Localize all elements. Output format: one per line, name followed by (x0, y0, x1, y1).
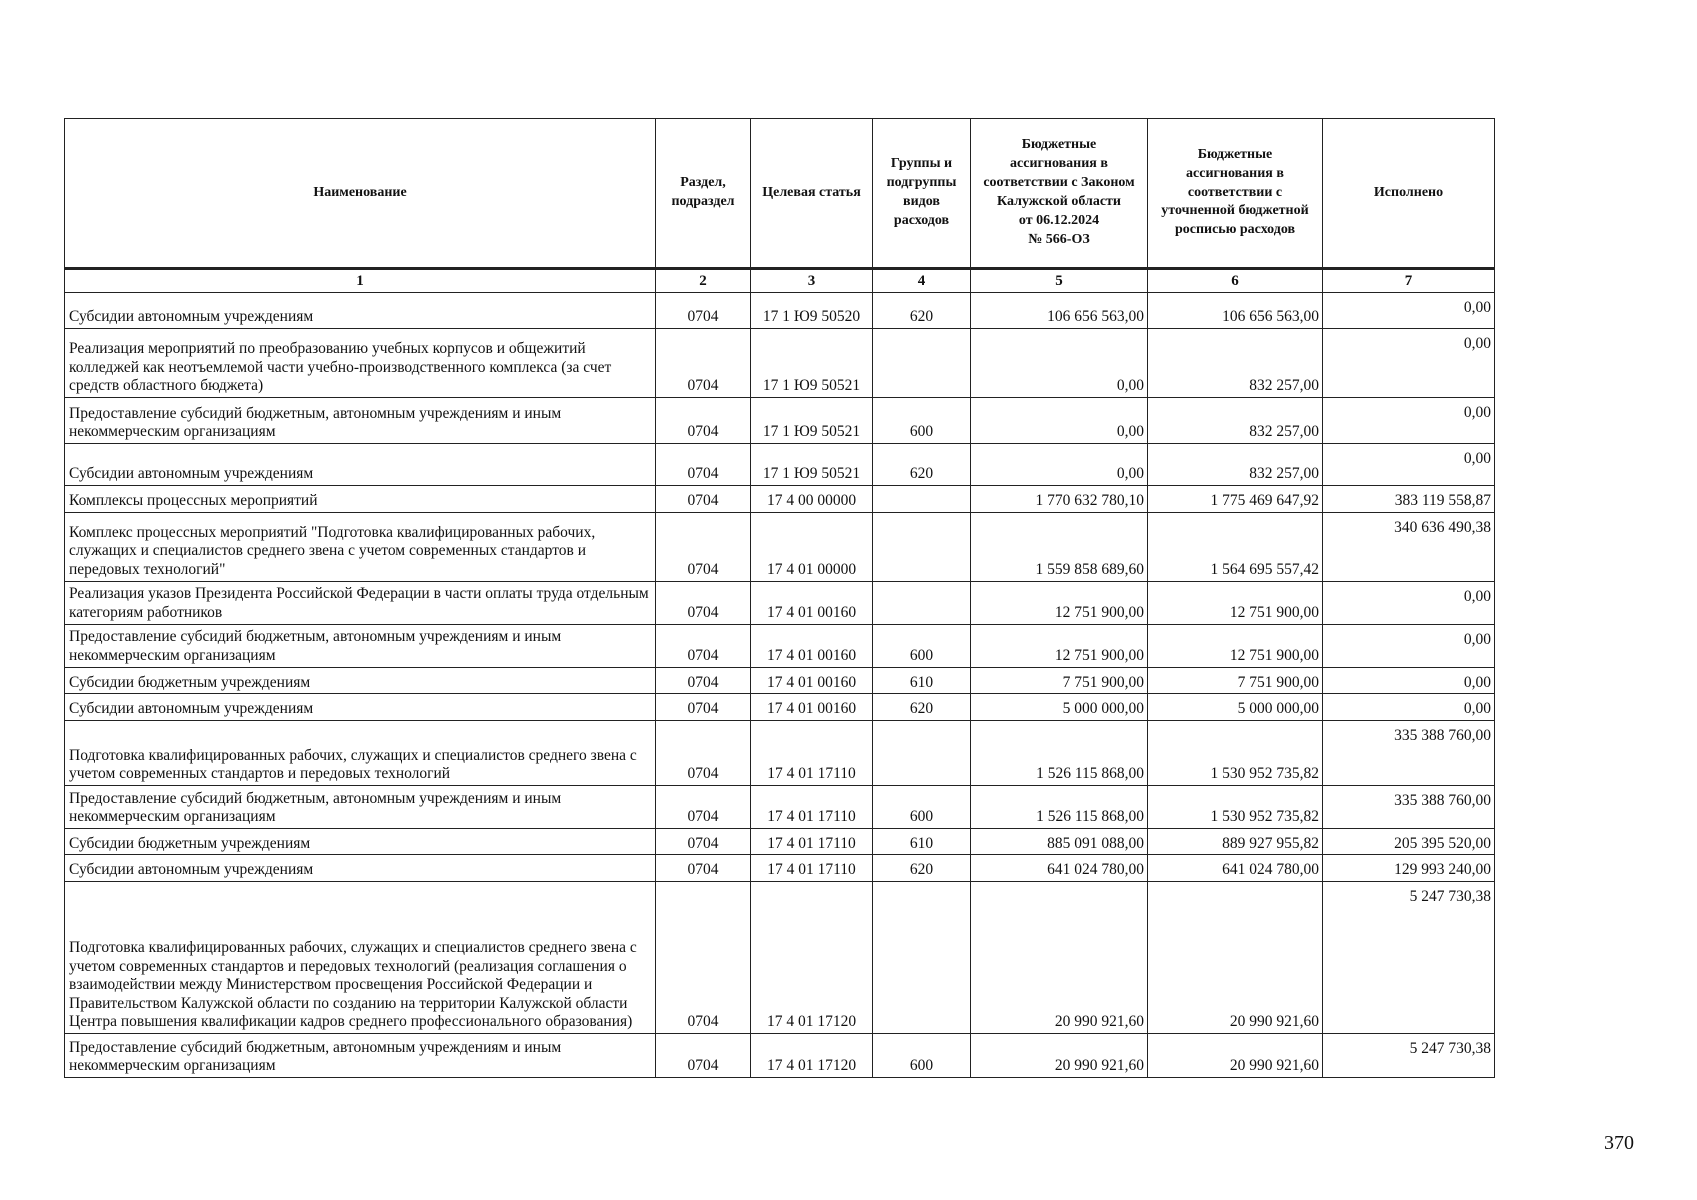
row-group (873, 512, 971, 581)
row-refined-amount: 106 656 563,00 (1148, 293, 1323, 329)
row-target: 17 4 01 00160 (751, 694, 873, 721)
row-section: 0704 (656, 667, 751, 694)
column-number: 4 (873, 269, 971, 293)
column-number: 6 (1148, 269, 1323, 293)
column-number: 1 (65, 269, 656, 293)
row-refined-amount: 1 564 695 557,42 (1148, 512, 1323, 581)
row-executed-amount: 5 247 730,38 (1323, 881, 1495, 1033)
row-law-amount: 106 656 563,00 (971, 293, 1148, 329)
column-number: 2 (656, 269, 751, 293)
row-section: 0704 (656, 293, 751, 329)
row-target: 17 1 Ю9 50520 (751, 293, 873, 329)
header-target: Целевая статья (751, 119, 873, 269)
row-name: Субсидии автономным учреждениям (65, 694, 656, 721)
table-row (65, 881, 1495, 1033)
row-target: 17 4 00 00000 (751, 486, 873, 513)
row-executed-amount: 0,00 (1323, 694, 1495, 721)
table-row (65, 855, 1495, 882)
row-refined-amount: 889 927 955,82 (1148, 828, 1323, 855)
row-refined-amount: 1 775 469 647,92 (1148, 486, 1323, 513)
row-section: 0704 (656, 855, 751, 882)
row-group: 620 (873, 293, 971, 329)
table-row (65, 720, 1495, 785)
row-group: 620 (873, 855, 971, 882)
row-section: 0704 (656, 828, 751, 855)
column-number: 7 (1323, 269, 1495, 293)
row-executed-amount: 0,00 (1323, 329, 1495, 398)
row-executed-amount: 205 395 520,00 (1323, 828, 1495, 855)
row-group (873, 720, 971, 785)
row-section: 0704 (656, 881, 751, 1033)
header-law: Бюджетные ассигнования в соответствии с Законом Калужской области от 06.12.2024 № 566-ОЗ (971, 119, 1148, 269)
table-body (65, 293, 1495, 1078)
row-name: Субсидии автономным учреждениям (65, 293, 656, 329)
row-target: 17 4 01 17110 (751, 855, 873, 882)
row-group: 600 (873, 785, 971, 828)
table-row (65, 1033, 1495, 1077)
row-name: Предоставление субсидий бюджетным, автономным учреждениям и иным некоммерческим организациям (65, 1033, 656, 1077)
row-law-amount: 7 751 900,00 (971, 667, 1148, 694)
row-refined-amount: 1 530 952 735,82 (1148, 785, 1323, 828)
row-section: 0704 (656, 512, 751, 581)
row-executed-amount: 129 993 240,00 (1323, 855, 1495, 882)
row-name: Комплексы процессных мероприятий (65, 486, 656, 513)
table-row (65, 329, 1495, 398)
table-row (65, 444, 1495, 486)
row-executed-amount: 0,00 (1323, 293, 1495, 329)
row-group (873, 329, 971, 398)
row-law-amount: 1 526 115 868,00 (971, 720, 1148, 785)
row-group (873, 581, 971, 624)
row-executed-amount: 0,00 (1323, 581, 1495, 624)
row-section: 0704 (656, 624, 751, 667)
table-row (65, 667, 1495, 694)
row-executed-amount: 0,00 (1323, 624, 1495, 667)
header-section: Раздел, подраздел (656, 119, 751, 269)
row-name: Предоставление субсидий бюджетным, автономным учреждениям и иным некоммерческим организациям (65, 624, 656, 667)
row-law-amount: 1 559 858 689,60 (971, 512, 1148, 581)
row-name: Реализация мероприятий по преобразованию учебных корпусов и общежитий колледжей как неотъемлемой части учебно-производственного комплекса (за счет средств областного бюджета) (65, 329, 656, 398)
header-groups: Группы и подгруппы видов расходов (873, 119, 971, 269)
row-refined-amount: 641 024 780,00 (1148, 855, 1323, 882)
row-name: Реализация указов Президента Российской Федерации в части оплаты труда отдельным категориям работников (65, 581, 656, 624)
row-refined-amount: 20 990 921,60 (1148, 1033, 1323, 1077)
row-executed-amount: 335 388 760,00 (1323, 785, 1495, 828)
row-name: Предоставление субсидий бюджетным, автономным учреждениям и иным некоммерческим организациям (65, 785, 656, 828)
row-group: 620 (873, 694, 971, 721)
row-law-amount: 641 024 780,00 (971, 855, 1148, 882)
row-target: 17 4 01 00160 (751, 581, 873, 624)
row-target: 17 4 01 17120 (751, 881, 873, 1033)
row-law-amount: 12 751 900,00 (971, 624, 1148, 667)
row-section: 0704 (656, 486, 751, 513)
row-law-amount: 0,00 (971, 398, 1148, 444)
header-executed: Исполнено (1323, 119, 1495, 269)
row-refined-amount: 7 751 900,00 (1148, 667, 1323, 694)
row-law-amount: 1 526 115 868,00 (971, 785, 1148, 828)
row-target: 17 4 01 17120 (751, 1033, 873, 1077)
row-refined-amount: 20 990 921,60 (1148, 881, 1323, 1033)
table-row (65, 624, 1495, 667)
row-group: 610 (873, 828, 971, 855)
row-name: Субсидии автономным учреждениям (65, 855, 656, 882)
row-name: Субсидии бюджетным учреждениям (65, 667, 656, 694)
row-name: Комплекс процессных мероприятий "Подготовка квалифицированных рабочих, служащих и специалистов среднего звена с учетом современных стандартов и передовых технологий" (65, 512, 656, 581)
row-target: 17 1 Ю9 50521 (751, 444, 873, 486)
row-law-amount: 0,00 (971, 444, 1148, 486)
row-law-amount: 0,00 (971, 329, 1148, 398)
row-section: 0704 (656, 785, 751, 828)
row-refined-amount: 832 257,00 (1148, 398, 1323, 444)
row-section: 0704 (656, 581, 751, 624)
header-name: Наименование (65, 119, 656, 269)
table-row (65, 512, 1495, 581)
header-refined: Бюджетные ассигнования в соответствии с уточненной бюджетной росписью расходов (1148, 119, 1323, 269)
budget-table (64, 118, 1495, 1078)
row-target: 17 4 01 00160 (751, 667, 873, 694)
row-group: 600 (873, 398, 971, 444)
table-row (65, 785, 1495, 828)
row-law-amount: 20 990 921,60 (971, 1033, 1148, 1077)
row-name: Предоставление субсидий бюджетным, автономным учреждениям и иным некоммерческим организациям (65, 398, 656, 444)
row-group: 610 (873, 667, 971, 694)
table-row (65, 828, 1495, 855)
table-row (65, 694, 1495, 721)
row-executed-amount: 340 636 490,38 (1323, 512, 1495, 581)
row-section: 0704 (656, 329, 751, 398)
row-target: 17 4 01 00000 (751, 512, 873, 581)
row-refined-amount: 12 751 900,00 (1148, 624, 1323, 667)
table-row (65, 486, 1495, 513)
row-name: Субсидии бюджетным учреждениям (65, 828, 656, 855)
row-target: 17 1 Ю9 50521 (751, 329, 873, 398)
row-law-amount: 1 770 632 780,10 (971, 486, 1148, 513)
row-refined-amount: 832 257,00 (1148, 329, 1323, 398)
row-name: Подготовка квалифицированных рабочих, служащих и специалистов среднего звена с учетом современных стандартов и передовых технологий (реализация соглашения о взаимодействии между Министерством просвещения Российской Федерации и Правительством Калужской области по созданию на территории Калужской области Центра повышения квалификации кадров среднего профессионального образования) (65, 881, 656, 1033)
row-section: 0704 (656, 398, 751, 444)
row-law-amount: 12 751 900,00 (971, 581, 1148, 624)
row-name: Субсидии автономным учреждениям (65, 444, 656, 486)
row-group (873, 881, 971, 1033)
table-row (65, 293, 1495, 329)
page-number: 370 (1604, 1132, 1634, 1154)
row-refined-amount: 832 257,00 (1148, 444, 1323, 486)
row-group (873, 486, 971, 513)
row-law-amount: 885 091 088,00 (971, 828, 1148, 855)
row-target: 17 4 01 17110 (751, 828, 873, 855)
row-section: 0704 (656, 720, 751, 785)
row-refined-amount: 5 000 000,00 (1148, 694, 1323, 721)
row-refined-amount: 12 751 900,00 (1148, 581, 1323, 624)
column-number-row (65, 269, 1495, 293)
row-executed-amount: 335 388 760,00 (1323, 720, 1495, 785)
row-refined-amount: 1 530 952 735,82 (1148, 720, 1323, 785)
column-number: 3 (751, 269, 873, 293)
table-row (65, 398, 1495, 444)
row-target: 17 4 01 17110 (751, 785, 873, 828)
row-executed-amount: 0,00 (1323, 444, 1495, 486)
row-law-amount: 5 000 000,00 (971, 694, 1148, 721)
row-section: 0704 (656, 444, 751, 486)
row-section: 0704 (656, 694, 751, 721)
row-executed-amount: 5 247 730,38 (1323, 1033, 1495, 1077)
row-executed-amount: 0,00 (1323, 667, 1495, 694)
row-law-amount: 20 990 921,60 (971, 881, 1148, 1033)
column-number: 5 (971, 269, 1148, 293)
row-executed-amount: 0,00 (1323, 398, 1495, 444)
header-row (65, 119, 1495, 269)
row-executed-amount: 383 119 558,87 (1323, 486, 1495, 513)
row-group: 600 (873, 1033, 971, 1077)
row-group: 600 (873, 624, 971, 667)
row-name: Подготовка квалифицированных рабочих, служащих и специалистов среднего звена с учетом современных стандартов и передовых технологий (65, 720, 656, 785)
table-row (65, 581, 1495, 624)
row-group: 620 (873, 444, 971, 486)
row-section: 0704 (656, 1033, 751, 1077)
row-target: 17 4 01 17110 (751, 720, 873, 785)
row-target: 17 1 Ю9 50521 (751, 398, 873, 444)
row-target: 17 4 01 00160 (751, 624, 873, 667)
